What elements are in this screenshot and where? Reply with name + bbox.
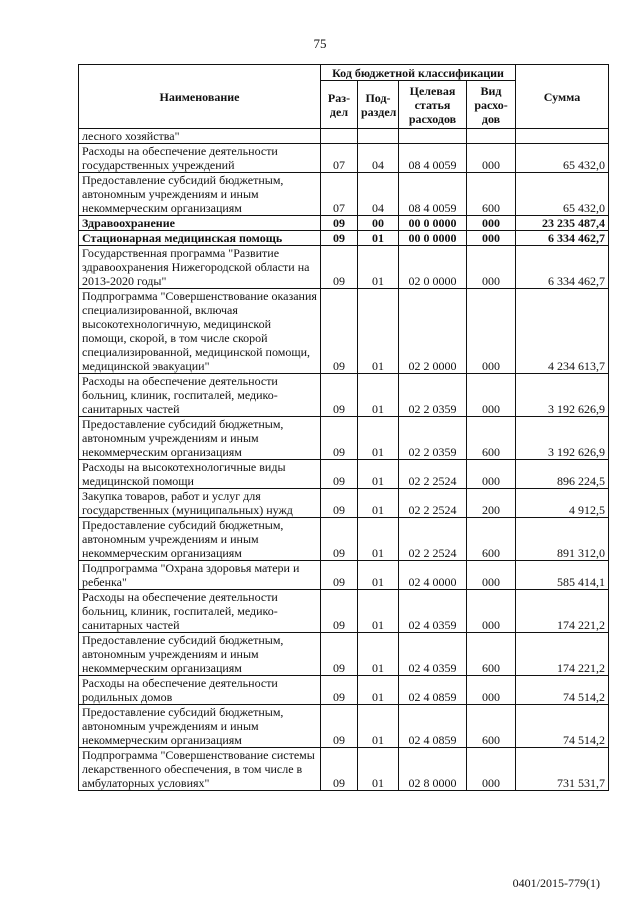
row-razdel: 09 <box>321 289 358 374</box>
row-tselevaya: 02 2 0000 <box>399 289 467 374</box>
row-summa: 174 221,2 <box>516 590 609 633</box>
row-summa: 3 192 626,9 <box>516 417 609 460</box>
row-razdel: 09 <box>321 561 358 590</box>
row-razdel: 09 <box>321 705 358 748</box>
row-vid: 600 <box>467 633 516 676</box>
row-tselevaya: 02 4 0359 <box>399 590 467 633</box>
row-podrazdel: 04 <box>358 173 399 216</box>
row-summa: 4 234 613,7 <box>516 289 609 374</box>
row-podrazdel <box>358 129 399 144</box>
budget-table <box>78 64 609 791</box>
row-tselevaya: 02 2 2524 <box>399 489 467 518</box>
row-tselevaya: 02 2 2524 <box>399 460 467 489</box>
row-summa: 6 334 462,7 <box>516 246 609 289</box>
row-name: Предоставление субсидий бюджетным, автономным учреждениям и иным некоммерческим организациям <box>79 173 321 216</box>
row-summa: 174 221,2 <box>516 633 609 676</box>
row-name: Подпрограмма "Совершенствование оказания специализированной, включая высокотехнологичную, медицинской помощи, скорой, в том числе скорой специализированной, медицинской помощи, медицинской эвакуации" <box>79 289 321 374</box>
row-razdel: 09 <box>321 460 358 489</box>
header-summa: Сумма <box>516 65 609 129</box>
row-name: Здравоохранение <box>79 216 321 231</box>
row-razdel: 09 <box>321 748 358 791</box>
row-podrazdel: 01 <box>358 676 399 705</box>
row-tselevaya: 02 4 0859 <box>399 676 467 705</box>
row-tselevaya: 02 0 0000 <box>399 246 467 289</box>
row-summa: 74 514,2 <box>516 676 609 705</box>
row-vid <box>467 129 516 144</box>
row-vid: 600 <box>467 173 516 216</box>
row-tselevaya: 08 4 0059 <box>399 173 467 216</box>
table-row <box>79 489 609 518</box>
row-summa: 585 414,1 <box>516 561 609 590</box>
row-podrazdel: 01 <box>358 748 399 791</box>
row-podrazdel: 01 <box>358 518 399 561</box>
row-vid: 200 <box>467 489 516 518</box>
row-name: Расходы на обеспечение деятельности больниц, клиник, госпиталей, медико-санитарных частей <box>79 374 321 417</box>
row-name: Стационарная медицинская помощь <box>79 231 321 246</box>
row-podrazdel: 01 <box>358 705 399 748</box>
row-tselevaya: 02 4 0859 <box>399 705 467 748</box>
row-summa: 23 235 487,4 <box>516 216 609 231</box>
table-row <box>79 374 609 417</box>
row-razdel: 09 <box>321 231 358 246</box>
row-podrazdel: 01 <box>358 561 399 590</box>
row-tselevaya: 02 4 0359 <box>399 633 467 676</box>
row-vid: 000 <box>467 460 516 489</box>
row-name: Подпрограмма "Охрана здоровья матери и ребенка" <box>79 561 321 590</box>
table-row <box>79 518 609 561</box>
row-razdel: 09 <box>321 216 358 231</box>
row-name: Закупка товаров, работ и услуг для государственных (муниципальных) нужд <box>79 489 321 518</box>
row-tselevaya: 02 2 0359 <box>399 417 467 460</box>
row-podrazdel: 01 <box>358 246 399 289</box>
row-razdel: 09 <box>321 676 358 705</box>
row-tselevaya: 00 0 0000 <box>399 216 467 231</box>
table-row <box>79 216 609 231</box>
row-vid: 600 <box>467 705 516 748</box>
row-vid: 000 <box>467 216 516 231</box>
row-podrazdel: 01 <box>358 374 399 417</box>
row-summa: 3 192 626,9 <box>516 374 609 417</box>
row-vid: 000 <box>467 676 516 705</box>
header-razdel: Раз- дел <box>321 81 358 129</box>
row-tselevaya: 02 2 0359 <box>399 374 467 417</box>
table-row <box>79 173 609 216</box>
row-summa: 4 912,5 <box>516 489 609 518</box>
row-tselevaya: 00 0 0000 <box>399 231 467 246</box>
table-row <box>79 289 609 374</box>
table-row <box>79 460 609 489</box>
row-podrazdel: 01 <box>358 289 399 374</box>
table-row <box>79 633 609 676</box>
table-row <box>79 231 609 246</box>
row-vid: 000 <box>467 590 516 633</box>
table-row <box>79 748 609 791</box>
row-tselevaya: 08 4 0059 <box>399 144 467 173</box>
row-vid: 000 <box>467 561 516 590</box>
row-razdel: 09 <box>321 374 358 417</box>
row-tselevaya <box>399 129 467 144</box>
row-vid: 600 <box>467 518 516 561</box>
row-razdel: 09 <box>321 246 358 289</box>
row-summa: 891 312,0 <box>516 518 609 561</box>
table-row <box>79 144 609 173</box>
row-vid: 000 <box>467 748 516 791</box>
row-razdel: 07 <box>321 144 358 173</box>
row-podrazdel: 01 <box>358 590 399 633</box>
header-row-top <box>79 65 609 81</box>
row-tselevaya: 02 2 2524 <box>399 518 467 561</box>
row-podrazdel: 01 <box>358 417 399 460</box>
row-name: Расходы на высокотехнологичные виды медицинской помощи <box>79 460 321 489</box>
row-vid: 000 <box>467 289 516 374</box>
table-row <box>79 676 609 705</box>
row-podrazdel: 01 <box>358 633 399 676</box>
row-summa: 65 432,0 <box>516 144 609 173</box>
row-vid: 000 <box>467 231 516 246</box>
row-podrazdel: 01 <box>358 489 399 518</box>
row-razdel: 09 <box>321 417 358 460</box>
table-row <box>79 705 609 748</box>
row-podrazdel: 04 <box>358 144 399 173</box>
row-vid: 000 <box>467 246 516 289</box>
table-row <box>79 246 609 289</box>
row-summa: 731 531,7 <box>516 748 609 791</box>
row-razdel <box>321 129 358 144</box>
row-summa <box>516 129 609 144</box>
row-podrazdel: 01 <box>358 231 399 246</box>
row-vid: 000 <box>467 144 516 173</box>
row-vid: 000 <box>467 374 516 417</box>
row-vid: 600 <box>467 417 516 460</box>
row-name: Подпрограмма "Совершенствование системы лекарственного обеспечения, в том числе в амбулаторных условиях" <box>79 748 321 791</box>
row-name: Предоставление субсидий бюджетным, автономным учреждениям и иным некоммерческим организациям <box>79 705 321 748</box>
page-number: 75 <box>313 36 327 51</box>
row-name: Расходы на обеспечение деятельности родильных домов <box>79 676 321 705</box>
header-vid: Вид расхо- дов <box>467 81 516 129</box>
budget-table-container <box>78 64 608 791</box>
row-name: лесного хозяйства" <box>79 129 321 144</box>
row-tselevaya: 02 4 0000 <box>399 561 467 590</box>
header-name: Наименование <box>79 65 321 129</box>
header-code-group: Код бюджетной классификации <box>321 65 516 81</box>
header-podrazdel: Под- раздел <box>358 81 399 129</box>
table-row <box>79 590 609 633</box>
table-row <box>79 129 609 144</box>
row-podrazdel: 01 <box>358 460 399 489</box>
row-name: Предоставление субсидий бюджетным, автономным учреждениям и иным некоммерческим организациям <box>79 518 321 561</box>
table-body <box>79 129 609 791</box>
row-summa: 896 224,5 <box>516 460 609 489</box>
row-summa: 65 432,0 <box>516 173 609 216</box>
row-name: Предоставление субсидий бюджетным, автономным учреждениям и иным некоммерческим организациям <box>79 417 321 460</box>
row-summa: 74 514,2 <box>516 705 609 748</box>
row-name: Предоставление субсидий бюджетным, автономным учреждениям и иным некоммерческим организациям <box>79 633 321 676</box>
row-podrazdel: 00 <box>358 216 399 231</box>
table-row <box>79 417 609 460</box>
row-summa: 6 334 462,7 <box>516 231 609 246</box>
row-tselevaya: 02 8 0000 <box>399 748 467 791</box>
row-razdel: 07 <box>321 173 358 216</box>
row-name: Расходы на обеспечение деятельности государственных учреждений <box>79 144 321 173</box>
row-razdel: 09 <box>321 518 358 561</box>
header-tselevaya: Целевая статья расходов <box>399 81 467 129</box>
row-razdel: 09 <box>321 590 358 633</box>
table-row <box>79 561 609 590</box>
row-razdel: 09 <box>321 489 358 518</box>
row-name: Государственная программа "Развитие здравоохранения Нижегородской области на 2013-2020 годы" <box>79 246 321 289</box>
document-code: 0401/2015-779(1) <box>512 876 600 890</box>
row-razdel: 09 <box>321 633 358 676</box>
row-name: Расходы на обеспечение деятельности больниц, клиник, госпиталей, медико-санитарных частей <box>79 590 321 633</box>
